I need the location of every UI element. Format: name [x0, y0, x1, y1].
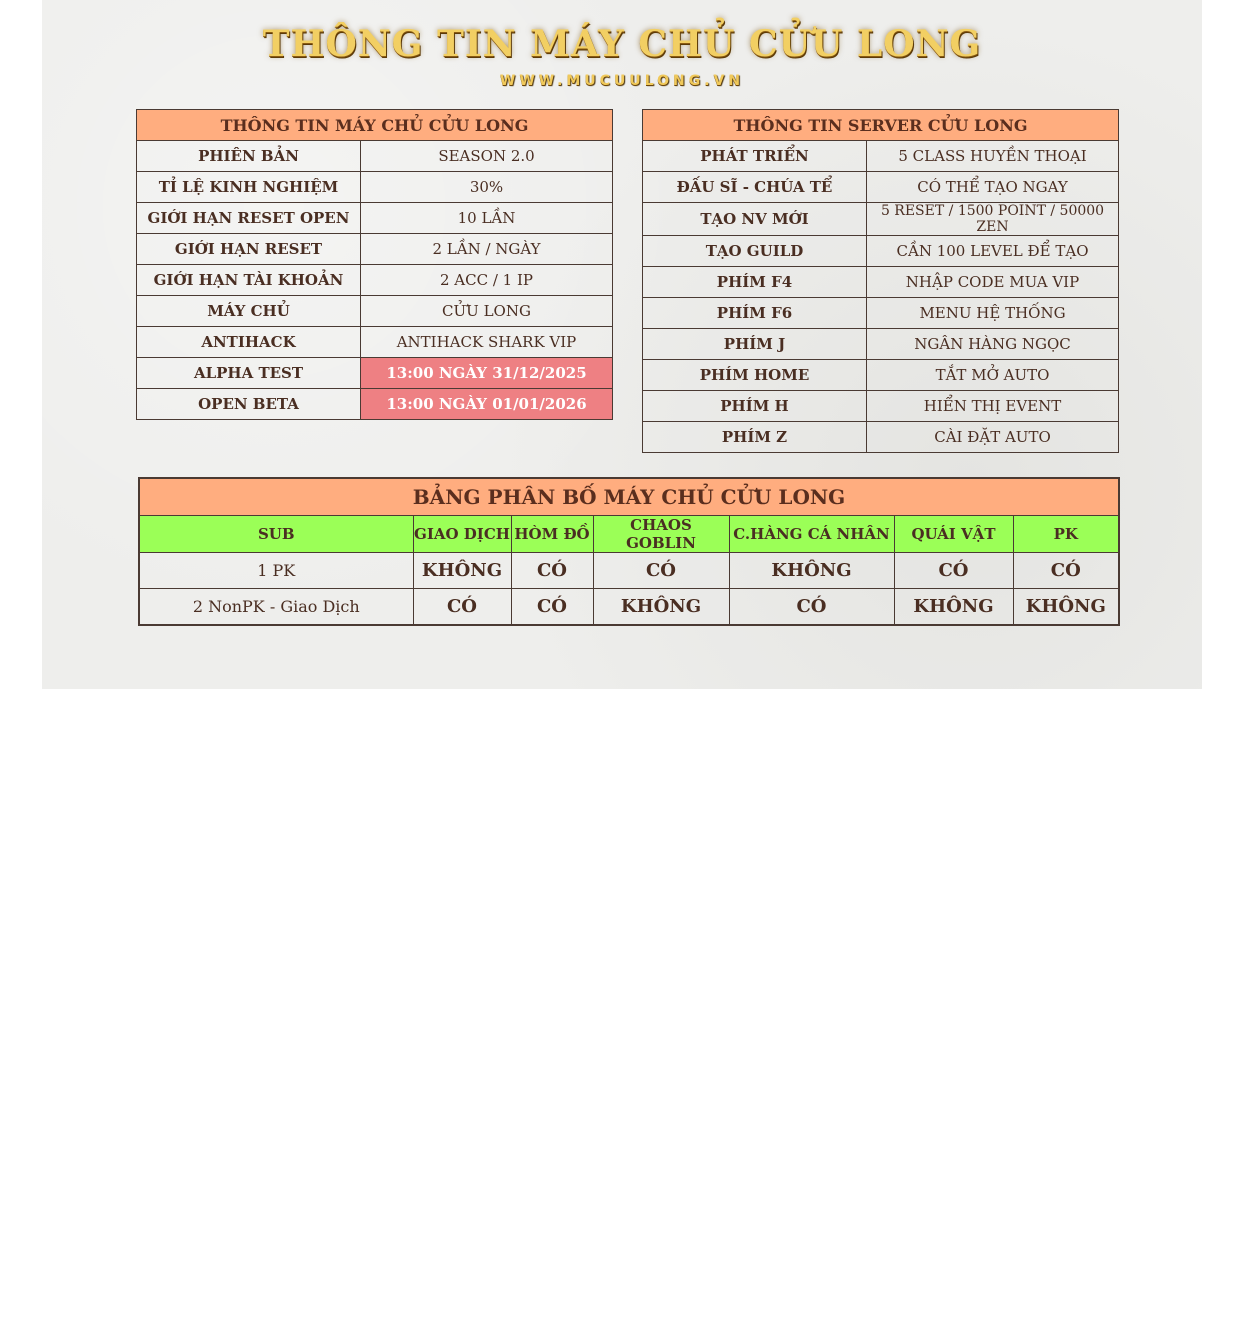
table-row [139, 589, 1119, 626]
table-row [137, 172, 613, 203]
row-label: ĐẤU SĨ - CHÚA TỂ [643, 172, 867, 203]
table-row [137, 358, 613, 389]
table-header-row [139, 478, 1119, 516]
row-value: CẦN 100 LEVEL ĐỂ TẠO [867, 236, 1119, 267]
server-details-table [642, 109, 1119, 453]
column-header: QUÁI VẬT [894, 516, 1013, 553]
table-row [137, 141, 613, 172]
table-cell: KHÔNG [1013, 589, 1119, 626]
row-value: HIỂN THỊ EVENT [867, 391, 1119, 422]
column-header: CHAOS GOBLIN [593, 516, 729, 553]
content-panel [42, 0, 1202, 689]
table-row [643, 391, 1119, 422]
table-row [643, 267, 1119, 298]
site-url: WWW.MUCUULONG.VN [499, 73, 745, 89]
column-header-row [139, 516, 1119, 553]
row-value: TẮT MỞ AUTO [867, 360, 1119, 391]
table-cell: CÓ [511, 553, 593, 589]
table-row [643, 141, 1119, 172]
table-row [643, 203, 1119, 236]
row-label: PHIÊN BẢN [137, 141, 361, 172]
row-value: MENU HỆ THỐNG [867, 298, 1119, 329]
row-label: TỈ LỆ KINH NGHIỆM [137, 172, 361, 203]
sub-name: 1 PK [139, 553, 413, 589]
table-cell: CÓ [413, 589, 511, 626]
table-row [643, 422, 1119, 453]
table-cell: CÓ [894, 553, 1013, 589]
table-header-row [137, 110, 613, 141]
row-label: PHÍM Z [643, 422, 867, 453]
open-beta-date: 13:00 NGÀY 01/01/2026 [361, 389, 613, 420]
row-label: OPEN BETA [137, 389, 361, 420]
page-header [42, 18, 1202, 90]
row-value: 10 LẦN [361, 203, 613, 234]
row-value: 2 ACC / 1 IP [361, 265, 613, 296]
table-row [137, 389, 613, 420]
table-cell: KHÔNG [593, 589, 729, 626]
row-value: NGÂN HÀNG NGỌC [867, 329, 1119, 360]
table-cell: CÓ [593, 553, 729, 589]
alpha-test-date: 13:00 NGÀY 31/12/2025 [361, 358, 613, 389]
server-distribution-table [138, 477, 1120, 626]
column-header: PK [1013, 516, 1119, 553]
column-header: C.HÀNG CÁ NHÂN [729, 516, 894, 553]
sub-name: 2 NonPK - Giao Dịch [139, 589, 413, 626]
row-label: GIỚI HẠN RESET OPEN [137, 203, 361, 234]
table-row [643, 329, 1119, 360]
page-title: THÔNG TIN MÁY CHỦ CỬU LONG [262, 23, 982, 65]
row-value: NHẬP CODE MUA VIP [867, 267, 1119, 298]
table-row [137, 234, 613, 265]
row-label: GIỚI HẠN TÀI KHOẢN [137, 265, 361, 296]
table-row [137, 265, 613, 296]
row-value: CỬU LONG [361, 296, 613, 327]
column-header: SUB [139, 516, 413, 553]
row-label: PHÍM HOME [643, 360, 867, 391]
row-value: 2 LẦN / NGÀY [361, 234, 613, 265]
column-header: GIAO DỊCH [413, 516, 511, 553]
table-cell: KHÔNG [413, 553, 511, 589]
row-label: PHÍM F6 [643, 298, 867, 329]
table-row [139, 553, 1119, 589]
row-label: MÁY CHỦ [137, 296, 361, 327]
row-value: 30% [361, 172, 613, 203]
row-value: CÀI ĐẶT AUTO [867, 422, 1119, 453]
row-label: PHÍM H [643, 391, 867, 422]
row-value: 5 CLASS HUYỀN THOẠI [867, 141, 1119, 172]
distribution-title: BẢNG PHÂN BỐ MÁY CHỦ CỬU LONG [139, 478, 1119, 516]
table-row [643, 298, 1119, 329]
row-label: TẠO GUILD [643, 236, 867, 267]
row-label: TẠO NV MỚI [643, 203, 867, 236]
table-row [137, 203, 613, 234]
table-cell: CÓ [1013, 553, 1119, 589]
row-value: CÓ THỂ TẠO NGAY [867, 172, 1119, 203]
column-header: HÒM ĐỒ [511, 516, 593, 553]
table-cell: CÓ [511, 589, 593, 626]
row-label: PHÁT TRIỂN [643, 141, 867, 172]
table-header-row [643, 110, 1119, 141]
table-cell: KHÔNG [894, 589, 1013, 626]
server-info-table [136, 109, 613, 420]
table-row [643, 360, 1119, 391]
row-label: PHÍM J [643, 329, 867, 360]
table-row [137, 296, 613, 327]
table-row [643, 236, 1119, 267]
server-info-title: THÔNG TIN MÁY CHỦ CỬU LONG [137, 110, 613, 141]
table-cell: KHÔNG [729, 553, 894, 589]
row-value: 5 RESET / 1500 POINT / 50000 ZEN [867, 203, 1119, 236]
server-details-title: THÔNG TIN SERVER CỬU LONG [643, 110, 1119, 141]
row-value: SEASON 2.0 [361, 141, 613, 172]
row-label: GIỚI HẠN RESET [137, 234, 361, 265]
row-label: PHÍM F4 [643, 267, 867, 298]
table-cell: CÓ [729, 589, 894, 626]
row-label: ANTIHACK [137, 327, 361, 358]
table-row [643, 172, 1119, 203]
row-value: ANTIHACK SHARK VIP [361, 327, 613, 358]
table-row [137, 327, 613, 358]
row-label: ALPHA TEST [137, 358, 361, 389]
